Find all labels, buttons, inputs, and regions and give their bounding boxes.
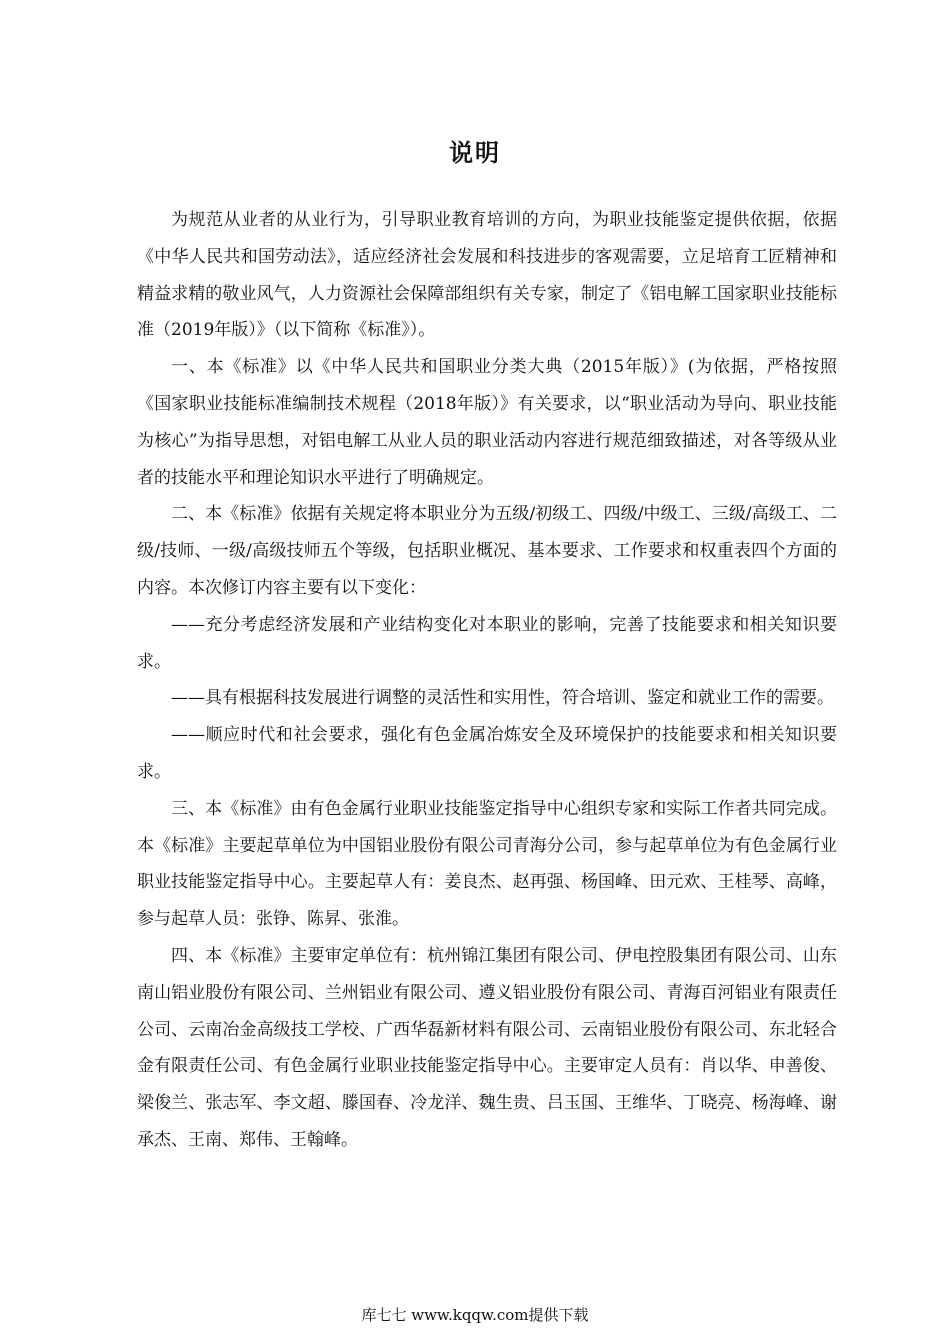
page-footer: 库七七 www.kqqw.com提供下载	[361, 1306, 589, 1324]
page-title: 说明	[449, 139, 501, 167]
section-four-paragraph: 四、本《标准》主要审定单位有：杭州锦江集团有限公司、伊电控股集团有限公司、山东南山铝业股份有限公司、兰州铝业有限公司、遵义铝业股份有限公司、青海百河铝业有限责任公司、云南冶金高级技工学校、广西华磊新材料有限公司、云南铝业股份有限公司、东北轻合金有限责任公司、有色金属行业职业技能鉴定指导中心。主要审定人员有：肖以华、申善俊、梁俊兰、张志军、李文超、滕国春、冷龙洋、魏生贵、吕玉国、王维华、丁晓亮、杨海峰、谢承杰、王南、郑伟、王翰峰。	[137, 945, 837, 1150]
change-item-2: ——具有根据科技发展进行调整的灵活性和实用性，符合培训、鉴定和就业工作的需要。	[171, 688, 834, 709]
section-two-paragraph: 二、本《标准》依据有关规定将本职业分为五级/初级工、四级/中级工、三级/高级工、二级/技师、一级/高级技师五个等级，包括职业概况、基本要求、工作要求和权重表四个方面的内容。本次修订内容主要有以下变化：	[137, 504, 837, 598]
change-item-1: ——充分考虑经济发展和产业结构变化对本职业的影响，完善了技能要求和相关知识要求。	[137, 614, 837, 672]
section-one-paragraph: 一、本《标准》以《中华人民共和国职业分类大典（2015年版）》(为依据，严格按照《国家职业技能标准编制技术规程（2018年版）》有关要求，以“职业活动为导向、职业技能为核心”为指导思想，对铝电解工从业人员的职业活动内容进行规范细致描述，对各等级从业者的技能水平和理论知识水平进行了明确规定。	[137, 357, 837, 488]
section-three-paragraph: 三、本《标准》由有色金属行业职业技能鉴定指导中心组织专家和实际工作者共同完成。本《标准》主要起草单位为中国铝业股份有限公司青海分公司，参与起草单位为有色金属行业职业技能鉴定指导中心。主要起草人有：姜良杰、赵再强、杨国峰、田元欢、王桂琴、高峰，参与起草人员：张铮、陈昇、张淮。	[137, 798, 837, 930]
document-body	[137, 202, 837, 1159]
intro-paragraph: 为规范从业者的从业行为，引导职业教育培训的方向，为职业技能鉴定提供依据，依据《中华人民共和国劳动法》，适应经济社会发展和科技进步的客观需要，立足培育工匠精神和精益求精的敬业风气，人力资源社会保障部组织有关专家，制定了《铝电解工国家职业技能标准（2019年版）》（以下简称《标准》）。	[137, 210, 837, 341]
change-item-3: ——顺应时代和社会要求，强化有色金属冶炼安全及环境保护的技能要求和相关知识要求。	[137, 725, 837, 782]
